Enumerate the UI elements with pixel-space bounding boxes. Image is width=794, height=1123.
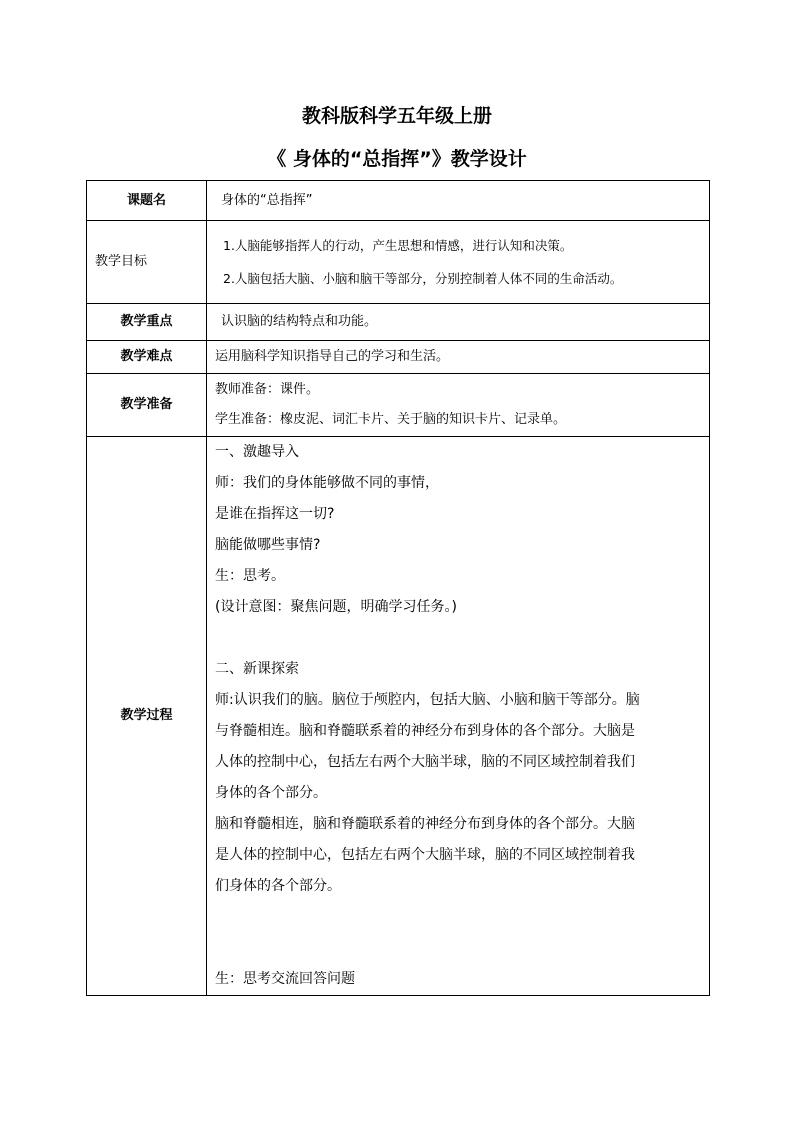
- goal-item-2: 2.人脑包括大脑、小脑和脑干等部分，分别控制着人体不同的生命活动。: [223, 271, 623, 286]
- process-row: [87, 437, 710, 996]
- topic-value: 身体的“总指挥”: [221, 192, 313, 208]
- section-heading-explore: 二、新课探索: [215, 661, 299, 677]
- preparation-label: 教学准备: [87, 374, 207, 437]
- intro-line: 脑能做哪些事情?: [215, 537, 321, 553]
- document-subtitle: 《 身体的“总指挥”》教学设计: [267, 148, 527, 170]
- difficulties-cell: [207, 341, 710, 374]
- key-points-cell: [207, 304, 710, 341]
- teacher-preparation: 教师准备：课件。: [215, 382, 320, 397]
- process-label: 教学过程: [87, 437, 207, 996]
- key-points-value: 认识脑的结构特点和功能。: [221, 314, 378, 329]
- topic-label: 课题名: [87, 181, 207, 221]
- difficulties-label: 教学难点: [87, 341, 207, 374]
- explore-line: 们身体的各个部分。: [215, 878, 341, 894]
- difficulties-value: 运用脑科学知识指导自己的学习和生活。: [215, 349, 450, 364]
- goals-cell: [207, 221, 710, 304]
- document-title: 教科版科学五年级上册: [301, 105, 492, 127]
- explore-line: 人体的控制中心，包括左右两个大脑半球，脑的不同区域控制着我们: [215, 754, 635, 770]
- explore-line: 是人体的控制中心，包括左右两个大脑半球，脑的不同区域控制着我: [215, 847, 635, 863]
- student-preparation: 学生准备：橡皮泥、词汇卡片、关于脑的知识卡片、记录单。: [215, 412, 567, 427]
- process-cell: [207, 437, 710, 996]
- preparation-row: [87, 374, 710, 437]
- design-intent-note: (设计意图：聚焦问题，明确学习任务。): [215, 599, 457, 615]
- explore-line: 脑和脊髓相连，脑和脊髓联系着的神经分布到身体的各个部分。大脑: [215, 816, 635, 832]
- goals-row: [87, 221, 710, 304]
- topic-cell: [207, 181, 710, 221]
- intro-line: 是谁在指挥这一切?: [215, 506, 335, 522]
- key-points-row: [87, 304, 710, 341]
- intro-line: 生：思考。: [215, 568, 285, 584]
- key-points-label: 教学重点: [87, 304, 207, 341]
- explore-line: 身体的各个部分。: [215, 785, 327, 801]
- topic-row: [87, 181, 710, 221]
- difficulties-row: [87, 341, 710, 374]
- goals-label: 教学目标: [87, 221, 207, 304]
- goal-item-1: 1.人脑能够指挥人的行动，产生思想和情感，进行认知和决策。: [223, 238, 573, 253]
- explore-line: 与脊髓相连。脑和脊髓联系着的神经分布到身体的各个部分。大脑是: [215, 723, 635, 739]
- lesson-plan-table: [86, 180, 710, 996]
- section-heading-intro: 一、激趣导入: [215, 444, 299, 460]
- student-answer-line: 生：思考交流回答问题: [215, 971, 355, 987]
- explore-line: 师:认识我们的脑。脑位于颅腔内，包括大脑、小脑和脑干等部分。脑: [215, 692, 640, 708]
- preparation-cell: [207, 374, 710, 437]
- intro-line: 师：我们的身体能够做不同的事情，: [215, 475, 439, 491]
